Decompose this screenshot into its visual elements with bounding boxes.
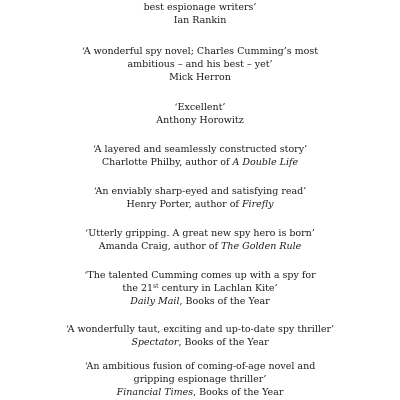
- quote-text-line: best espionage writers’: [143, 2, 257, 13]
- praise-quote-daily-mail: [0, 269, 400, 308]
- quote-text-line: ‘A layered and seamlessly constructed story’: [92, 144, 308, 155]
- quote-text-line: gripping espionage thriller’: [133, 374, 267, 385]
- ordinal-superscript: st: [153, 283, 159, 290]
- quote-attribution: Mick Herron: [169, 72, 231, 83]
- quote-attribution: Anthony Horowitz: [156, 115, 244, 126]
- quote-attribution: Financial Times, Books of the Year: [116, 387, 284, 398]
- publication-name: Daily Mail: [130, 296, 180, 307]
- praise-quote-craig: [0, 227, 400, 253]
- quote-text-line: the 21st century in Lachlan Kite’: [122, 283, 278, 294]
- book-title: A Double Life: [232, 157, 299, 168]
- praise-quote-porter: [0, 185, 400, 211]
- book-title: Firefly: [241, 199, 274, 210]
- quote-attribution: Amanda Craig, author of The Golden Rule: [98, 241, 302, 252]
- quote-text-line: ambitious – and his best – yet’: [127, 59, 273, 70]
- praise-quote-herron: [0, 45, 400, 84]
- quote-text-line: ‘The talented Cumming comes up with a spy for: [84, 270, 316, 281]
- quote-attribution: Henry Porter, author of Firefly: [126, 199, 274, 210]
- publication-name: Spectator: [131, 337, 179, 348]
- praise-quote-financial-times: [0, 360, 400, 399]
- quote-text-line: ‘An ambitious fusion of coming-of-age novel and: [84, 361, 316, 372]
- quote-attribution: Charlotte Philby, author of A Double Life: [101, 157, 299, 168]
- quote-text-line: ‘A wonderfully taut, exciting and up-to-date spy thriller’: [65, 324, 335, 335]
- quote-text-line: ‘Utterly gripping. A great new spy hero is born’: [85, 228, 315, 239]
- quote-attribution: Spectator, Books of the Year: [131, 337, 269, 348]
- quote-attribution: Ian Rankin: [173, 15, 227, 26]
- praise-quote-cut-off: [0, 1, 400, 27]
- praise-quote-spectator: [0, 323, 400, 349]
- praise-quote-philby: [0, 143, 400, 169]
- quote-text-line: ‘A wonderful spy novel; Charles Cumming’s most: [81, 46, 319, 57]
- quote-text-line: ‘Excellent’: [174, 102, 226, 113]
- quote-attribution: Daily Mail, Books of the Year: [130, 296, 270, 307]
- publication-name: Financial Times: [116, 387, 194, 398]
- praise-quote-horowitz: [0, 101, 400, 127]
- quote-text-line: ‘An enviably sharp-eyed and satisfying read’: [93, 186, 307, 197]
- book-title: The Golden Rule: [221, 241, 302, 252]
